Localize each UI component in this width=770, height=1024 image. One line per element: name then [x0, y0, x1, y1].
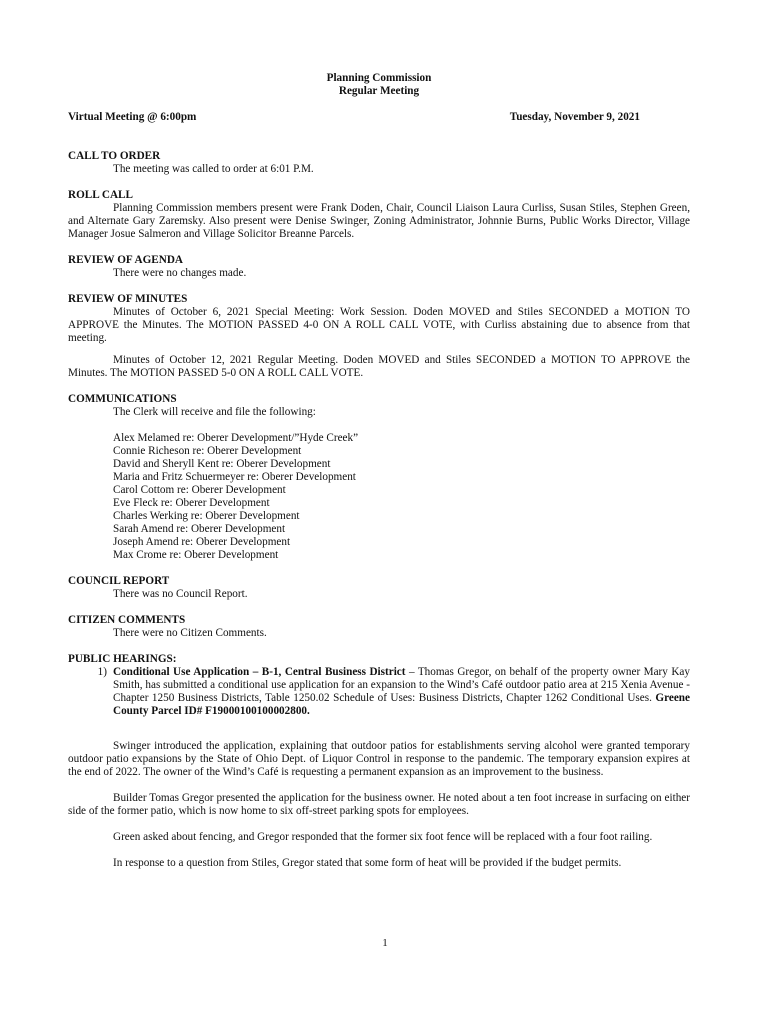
- section-call-to-order: [68, 150, 690, 176]
- hearing-paragraph: Swinger introduced the application, explaining that outdoor patios for establishments serving alcohol were granted temporary outdoor patio expansions by the State of Ohio Dept. of Liquor Control in response to the pandemic. The temporary expansion expires at the end of 2022. The owner of the Wind’s Café is requesting a permanent expansion as an improvement to the business.: [68, 740, 690, 778]
- section-text: There were no Citizen Comments.: [113, 627, 267, 639]
- document-title: Planning Commission: [326, 72, 432, 84]
- section-citizen-comments: [68, 614, 690, 640]
- section-text: There was no Council Report.: [113, 588, 248, 600]
- hearing-item-title: Conditional Use Application – B-1, Central Business District: [113, 666, 406, 678]
- list-item: Charles Werking re: Oberer Development: [113, 510, 300, 522]
- meeting-date: Tuesday, November 9, 2021: [509, 111, 640, 123]
- hearing-item: [68, 666, 690, 718]
- section-heading: COMMUNICATIONS: [68, 393, 177, 405]
- section-heading: CALL TO ORDER: [68, 150, 161, 162]
- section-text: There were no changes made.: [113, 267, 247, 279]
- section-heading: REVIEW OF AGENDA: [68, 254, 183, 266]
- hearing-item-text: – Thomas Gregor, on behalf of the property owner Mary Kay Smith, has submitted a conditional use application for an expansion to the Wind’s Café outdoor patio area at 215 Xenia Avenue - Chapter 1250 Business Districts, Table 1250.02 Schedule of Uses: Business Districts, Chapter 1262 Conditional Uses.: [113, 666, 690, 704]
- section-communications: [68, 393, 690, 562]
- communications-intro: The Clerk will receive and file the following:: [113, 406, 316, 418]
- section-review-minutes: [68, 293, 690, 380]
- list-item: Eve Fleck re: Oberer Development: [113, 497, 270, 509]
- section-heading: PUBLIC HEARINGS:: [68, 653, 177, 665]
- hearing-item-number: 1): [97, 666, 107, 678]
- page-number: 1: [382, 937, 388, 949]
- minutes-paragraph: Minutes of October 6, 2021 Special Meeting: Work Session. Doden MOVED and Stiles SECONDED a MOTION TO APPROVE the Minutes. The MOTION PASSED 4-0 ON A ROLL CALL VOTE, with Curliss abstaining due to absence from that meeting.: [68, 306, 690, 344]
- section-roll-call: [68, 189, 690, 241]
- meeting-type: Virtual Meeting @ 6:00pm: [68, 111, 197, 123]
- section-text: The meeting was called to order at 6:01 P.M.: [113, 163, 314, 175]
- hearing-paragraph: Green asked about fencing, and Gregor responded that the former six foot fence will be replaced with a four foot railing.: [113, 831, 653, 843]
- section-heading: REVIEW OF MINUTES: [68, 293, 188, 305]
- section-text: Planning Commission members present were Frank Doden, Chair, Council Liaison Laura Curliss, Susan Stiles, Stephen Green, and Alternate Gary Zaremsky. Also present were Denise Swinger, Zoning Administrator, Johnnie Burns, Public Works Director, Village Manager Josue Salmeron and Village Solicitor Breanne Parcels.: [68, 202, 690, 240]
- hearing-item-body: [113, 666, 690, 718]
- section-review-agenda: [68, 254, 690, 280]
- hearing-item-parcel: Greene County Parcel ID# F19000100100002800.: [113, 692, 690, 717]
- hearing-paragraph: Builder Tomas Gregor presented the application for the business owner. He noted about a ten foot increase in surfacing on either side of the former patio, which is now home to six off-street parking spots for employees.: [68, 792, 690, 817]
- list-item: Max Crome re: Oberer Development: [113, 549, 279, 561]
- list-item: Sarah Amend re: Oberer Development: [113, 523, 286, 535]
- meeting-info-row: [68, 111, 690, 124]
- minutes-paragraph: Minutes of October 12, 2021 Regular Meeting. Doden MOVED and Stiles SECONDED a MOTION TO APPROVE the Minutes. The MOTION PASSED 5-0 ON A ROLL CALL VOTE.: [68, 354, 690, 379]
- section-council-report: [68, 575, 690, 601]
- list-item: Carol Cottom re: Oberer Development: [113, 484, 286, 496]
- list-item: Alex Melamed re: Oberer Development/”Hyde Creek”: [113, 432, 359, 444]
- list-item: Connie Richeson re: Oberer Development: [113, 445, 302, 457]
- list-item: Maria and Fritz Schuermeyer re: Oberer Development: [113, 471, 356, 483]
- section-heading: COUNCIL REPORT: [68, 575, 170, 587]
- document-page: [68, 72, 690, 870]
- section-public-hearings: [68, 653, 690, 870]
- list-item: Joseph Amend re: Oberer Development: [113, 536, 291, 548]
- communications-list: [68, 432, 690, 562]
- document-subtitle: Regular Meeting: [338, 85, 420, 97]
- section-heading: ROLL CALL: [68, 189, 133, 201]
- list-item: David and Sheryll Kent re: Oberer Development: [113, 458, 331, 470]
- section-heading: CITIZEN COMMENTS: [68, 614, 186, 626]
- hearing-paragraph: In response to a question from Stiles, Gregor stated that some form of heat will be provided if the budget permits.: [113, 857, 622, 869]
